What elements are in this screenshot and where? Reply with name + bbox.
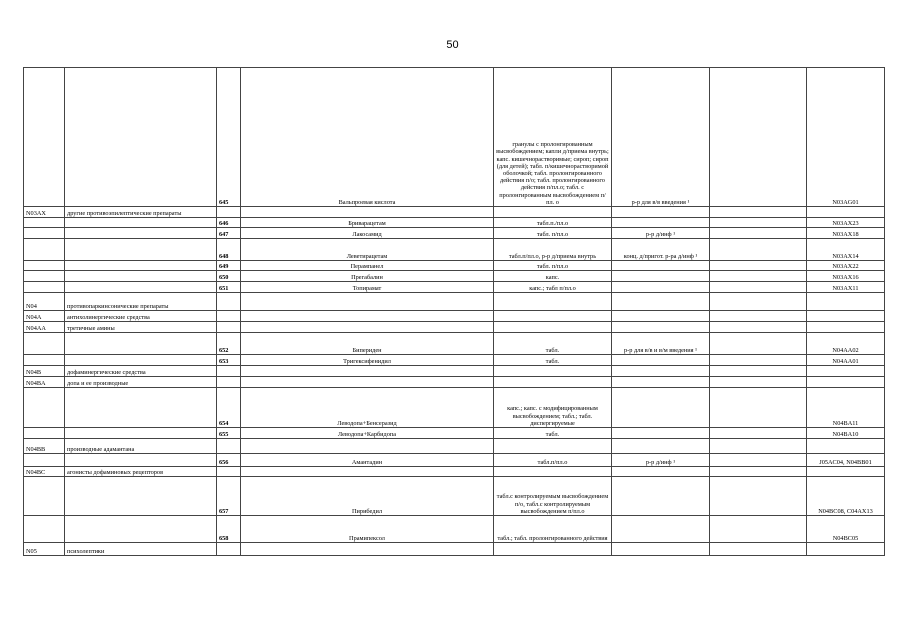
atc-code: N04BC08, C04AX13 — [807, 477, 885, 516]
table-row — [24, 322, 885, 333]
atc-code — [807, 543, 885, 556]
table-row — [24, 467, 885, 477]
dosage-form: табл.; табл. пролонгированного действия — [494, 516, 612, 543]
blank-cell — [710, 467, 807, 477]
row-group-name — [65, 388, 217, 428]
row-number — [217, 322, 241, 333]
atc-code: N04AA02 — [807, 333, 885, 355]
dosage-form: гранулы с пролонгированным высвобождением; капли д/приема внутрь; капс. кишечнорастворимые; сироп; сироп (для детей); табл. п/кишечнорастворимой оболочкой; табл. пролонгированного действия п/о; табл. пролонгированного действия п/пл.о; табл. с пролонгированным высвобождением п/пл. о — [494, 68, 612, 207]
drug-name: Прамипексол — [241, 516, 494, 543]
atc-code: N03AX14 — [807, 239, 885, 261]
row-number: 650 — [217, 271, 241, 282]
table-row — [24, 377, 885, 388]
row-number: 651 — [217, 282, 241, 293]
row-group-name — [65, 261, 217, 271]
dosage-form-extra — [612, 271, 710, 282]
table-row — [24, 388, 885, 428]
dosage-form-extra — [612, 388, 710, 428]
blank-cell — [710, 68, 807, 207]
dosage-form: капс. — [494, 271, 612, 282]
drug-name: Тригексифенидил — [241, 355, 494, 366]
row-number — [217, 311, 241, 322]
row-number: 649 — [217, 261, 241, 271]
drug-name — [241, 311, 494, 322]
dosage-form-extra — [612, 322, 710, 333]
table-row — [24, 543, 885, 556]
dosage-form: табл. — [494, 333, 612, 355]
row-group-name: противопаркинсонические препараты — [65, 293, 217, 311]
drug-name: Перампанел — [241, 261, 494, 271]
drug-name: Амантадин — [241, 454, 494, 467]
row-group-name: дофаминергические средства — [65, 366, 217, 377]
row-group-name: агонисты дофаминовых рецепторов — [65, 467, 217, 477]
table-body — [24, 68, 885, 556]
blank-cell — [710, 261, 807, 271]
atc-code: N04BC05 — [807, 516, 885, 543]
row-number: 655 — [217, 428, 241, 439]
row-number: 658 — [217, 516, 241, 543]
row-code — [24, 228, 65, 239]
row-code: N05 — [24, 543, 65, 556]
row-code — [24, 333, 65, 355]
blank-cell — [710, 516, 807, 543]
row-code: N04BC — [24, 467, 65, 477]
dosage-form: табл. п/пл.о — [494, 261, 612, 271]
dosage-form: табл. п/пл.о — [494, 228, 612, 239]
dosage-form: табл.с контролируемым высвобождением п/о, табл.с контролируемым высвобождением п/пл.о — [494, 477, 612, 516]
drug-name: Пирибедил — [241, 477, 494, 516]
row-number: 652 — [217, 333, 241, 355]
row-code — [24, 271, 65, 282]
dosage-form-extra — [612, 543, 710, 556]
dosage-form-extra — [612, 467, 710, 477]
atc-code: N04AA01 — [807, 355, 885, 366]
table-row — [24, 355, 885, 366]
table-row — [24, 428, 885, 439]
dosage-form — [494, 377, 612, 388]
blank-cell — [710, 271, 807, 282]
row-code: N04A — [24, 311, 65, 322]
atc-code: N03AG01 — [807, 68, 885, 207]
table-row — [24, 477, 885, 516]
atc-code — [807, 293, 885, 311]
dosage-form-extra — [612, 439, 710, 454]
drug-name — [241, 439, 494, 454]
drug-name: Вальпроевая кислота — [241, 68, 494, 207]
table-row — [24, 271, 885, 282]
table-row — [24, 68, 885, 207]
dosage-form — [494, 322, 612, 333]
row-code: N04BB — [24, 439, 65, 454]
dosage-form-extra — [612, 366, 710, 377]
atc-code: N03AX11 — [807, 282, 885, 293]
row-number: 646 — [217, 218, 241, 228]
blank-cell — [710, 293, 807, 311]
dosage-form-extra — [612, 293, 710, 311]
blank-cell — [710, 218, 807, 228]
row-code: N04BA — [24, 377, 65, 388]
blank-cell — [710, 477, 807, 516]
row-code — [24, 261, 65, 271]
row-group-name — [65, 355, 217, 366]
table-row — [24, 439, 885, 454]
row-number — [217, 293, 241, 311]
atc-code: N03AX16 — [807, 271, 885, 282]
table-row — [24, 239, 885, 261]
atc-code — [807, 207, 885, 218]
drug-name: Прегабалин — [241, 271, 494, 282]
row-code — [24, 454, 65, 467]
blank-cell — [710, 282, 807, 293]
row-group-name — [65, 228, 217, 239]
dosage-form — [494, 439, 612, 454]
row-group-name — [65, 68, 217, 207]
row-number — [217, 377, 241, 388]
blank-cell — [710, 454, 807, 467]
blank-cell — [710, 439, 807, 454]
row-code: N04 — [24, 293, 65, 311]
dosage-form-extra: р-р для в/в введения ¹ — [612, 68, 710, 207]
row-group-name: производные адамантана — [65, 439, 217, 454]
drug-name — [241, 207, 494, 218]
drug-name: Леводопа+Бенсеразид — [241, 388, 494, 428]
row-code — [24, 477, 65, 516]
dosage-form-extra — [612, 282, 710, 293]
row-code: N04AA — [24, 322, 65, 333]
dosage-form-extra: конц. д/пригот. р-ра д/инф ¹ — [612, 239, 710, 261]
dosage-form-extra: р-р д/инф ¹ — [612, 228, 710, 239]
table-row — [24, 282, 885, 293]
blank-cell — [710, 207, 807, 218]
row-code: N04B — [24, 366, 65, 377]
dosage-form-extra: р-р д/инф ¹ — [612, 454, 710, 467]
table-row — [24, 333, 885, 355]
table-row — [24, 366, 885, 377]
dosage-form-extra — [612, 428, 710, 439]
blank-cell — [710, 333, 807, 355]
dosage-form — [494, 366, 612, 377]
atc-code — [807, 439, 885, 454]
row-code — [24, 355, 65, 366]
drug-name: Леводопа+Карбидопа — [241, 428, 494, 439]
row-number — [217, 467, 241, 477]
row-code: N03AX — [24, 207, 65, 218]
blank-cell — [710, 388, 807, 428]
dosage-form: табл.п/пл.о, р-р д/приема внутрь — [494, 239, 612, 261]
dosage-form: капс.; табл п/пл.о — [494, 282, 612, 293]
row-group-name — [65, 477, 217, 516]
atc-code: N04BA10 — [807, 428, 885, 439]
dosage-form-extra — [612, 207, 710, 218]
blank-cell — [710, 543, 807, 556]
drug-name: Бипериден — [241, 333, 494, 355]
blank-cell — [710, 355, 807, 366]
dosage-form-extra — [612, 477, 710, 516]
row-number: 656 — [217, 454, 241, 467]
table-row — [24, 261, 885, 271]
drug-name — [241, 467, 494, 477]
row-number: 654 — [217, 388, 241, 428]
row-number: 653 — [217, 355, 241, 366]
dosage-form-extra — [612, 261, 710, 271]
row-group-name — [65, 428, 217, 439]
dosage-form — [494, 467, 612, 477]
drug-name — [241, 293, 494, 311]
row-group-name: другие противоэпилептические препараты — [65, 207, 217, 218]
drug-name: Топирамат — [241, 282, 494, 293]
atc-code — [807, 467, 885, 477]
atc-code: N03AX18 — [807, 228, 885, 239]
row-code — [24, 218, 65, 228]
row-code — [24, 516, 65, 543]
dosage-form — [494, 311, 612, 322]
atc-code — [807, 366, 885, 377]
drug-name: Лакосамид — [241, 228, 494, 239]
blank-cell — [710, 377, 807, 388]
table-row — [24, 228, 885, 239]
atc-code — [807, 322, 885, 333]
dosage-form: табл.п./пл.о — [494, 218, 612, 228]
table-row — [24, 293, 885, 311]
page-number: 50 — [446, 39, 459, 51]
dosage-form — [494, 293, 612, 311]
dosage-form-extra: р-р для в/в и в/м введения ¹ — [612, 333, 710, 355]
row-group-name — [65, 239, 217, 261]
row-number — [217, 439, 241, 454]
row-code — [24, 282, 65, 293]
row-group-name — [65, 218, 217, 228]
dosage-form-extra — [612, 311, 710, 322]
row-group-name — [65, 271, 217, 282]
row-number — [217, 366, 241, 377]
drug-register-table — [23, 67, 885, 556]
drug-name — [241, 543, 494, 556]
row-number — [217, 207, 241, 218]
drug-name — [241, 366, 494, 377]
blank-cell — [710, 428, 807, 439]
dosage-form-extra — [612, 516, 710, 543]
dosage-form: капс.; капс. с модифицированным высвобождением; табл.; табл. диспергируемые — [494, 388, 612, 428]
row-code — [24, 428, 65, 439]
row-number — [217, 543, 241, 556]
row-group-name — [65, 516, 217, 543]
dosage-form: табл. — [494, 428, 612, 439]
row-number: 645 — [217, 68, 241, 207]
drug-name: Бриварацетам — [241, 218, 494, 228]
row-number: 648 — [217, 239, 241, 261]
row-group-name — [65, 333, 217, 355]
atc-code: N04BA11 — [807, 388, 885, 428]
dosage-form-extra — [612, 218, 710, 228]
atc-code — [807, 377, 885, 388]
row-group-name: антихолинергические средства — [65, 311, 217, 322]
drug-name: Леветирацетам — [241, 239, 494, 261]
row-code — [24, 239, 65, 261]
blank-cell — [710, 239, 807, 261]
dosage-form-extra — [612, 355, 710, 366]
row-group-name: допа и ее производные — [65, 377, 217, 388]
atc-code: J05AC04, N04BB01 — [807, 454, 885, 467]
table-row — [24, 454, 885, 467]
table-row — [24, 218, 885, 228]
row-number: 647 — [217, 228, 241, 239]
atc-code: N03AX22 — [807, 261, 885, 271]
table-row — [24, 516, 885, 543]
row-number: 657 — [217, 477, 241, 516]
row-code — [24, 68, 65, 207]
dosage-form: табл.п/пл.о — [494, 454, 612, 467]
blank-cell — [710, 322, 807, 333]
atc-code: N03AX23 — [807, 218, 885, 228]
row-group-name — [65, 282, 217, 293]
drug-name — [241, 377, 494, 388]
row-group-name — [65, 454, 217, 467]
row-code — [24, 388, 65, 428]
dosage-form: табл. — [494, 355, 612, 366]
atc-code — [807, 311, 885, 322]
drug-name — [241, 322, 494, 333]
row-group-name: третичные амины — [65, 322, 217, 333]
dosage-form-extra — [612, 377, 710, 388]
blank-cell — [710, 228, 807, 239]
table-row — [24, 311, 885, 322]
dosage-form — [494, 207, 612, 218]
blank-cell — [710, 366, 807, 377]
dosage-form — [494, 543, 612, 556]
table-row — [24, 207, 885, 218]
row-group-name: психолептики — [65, 543, 217, 556]
blank-cell — [710, 311, 807, 322]
